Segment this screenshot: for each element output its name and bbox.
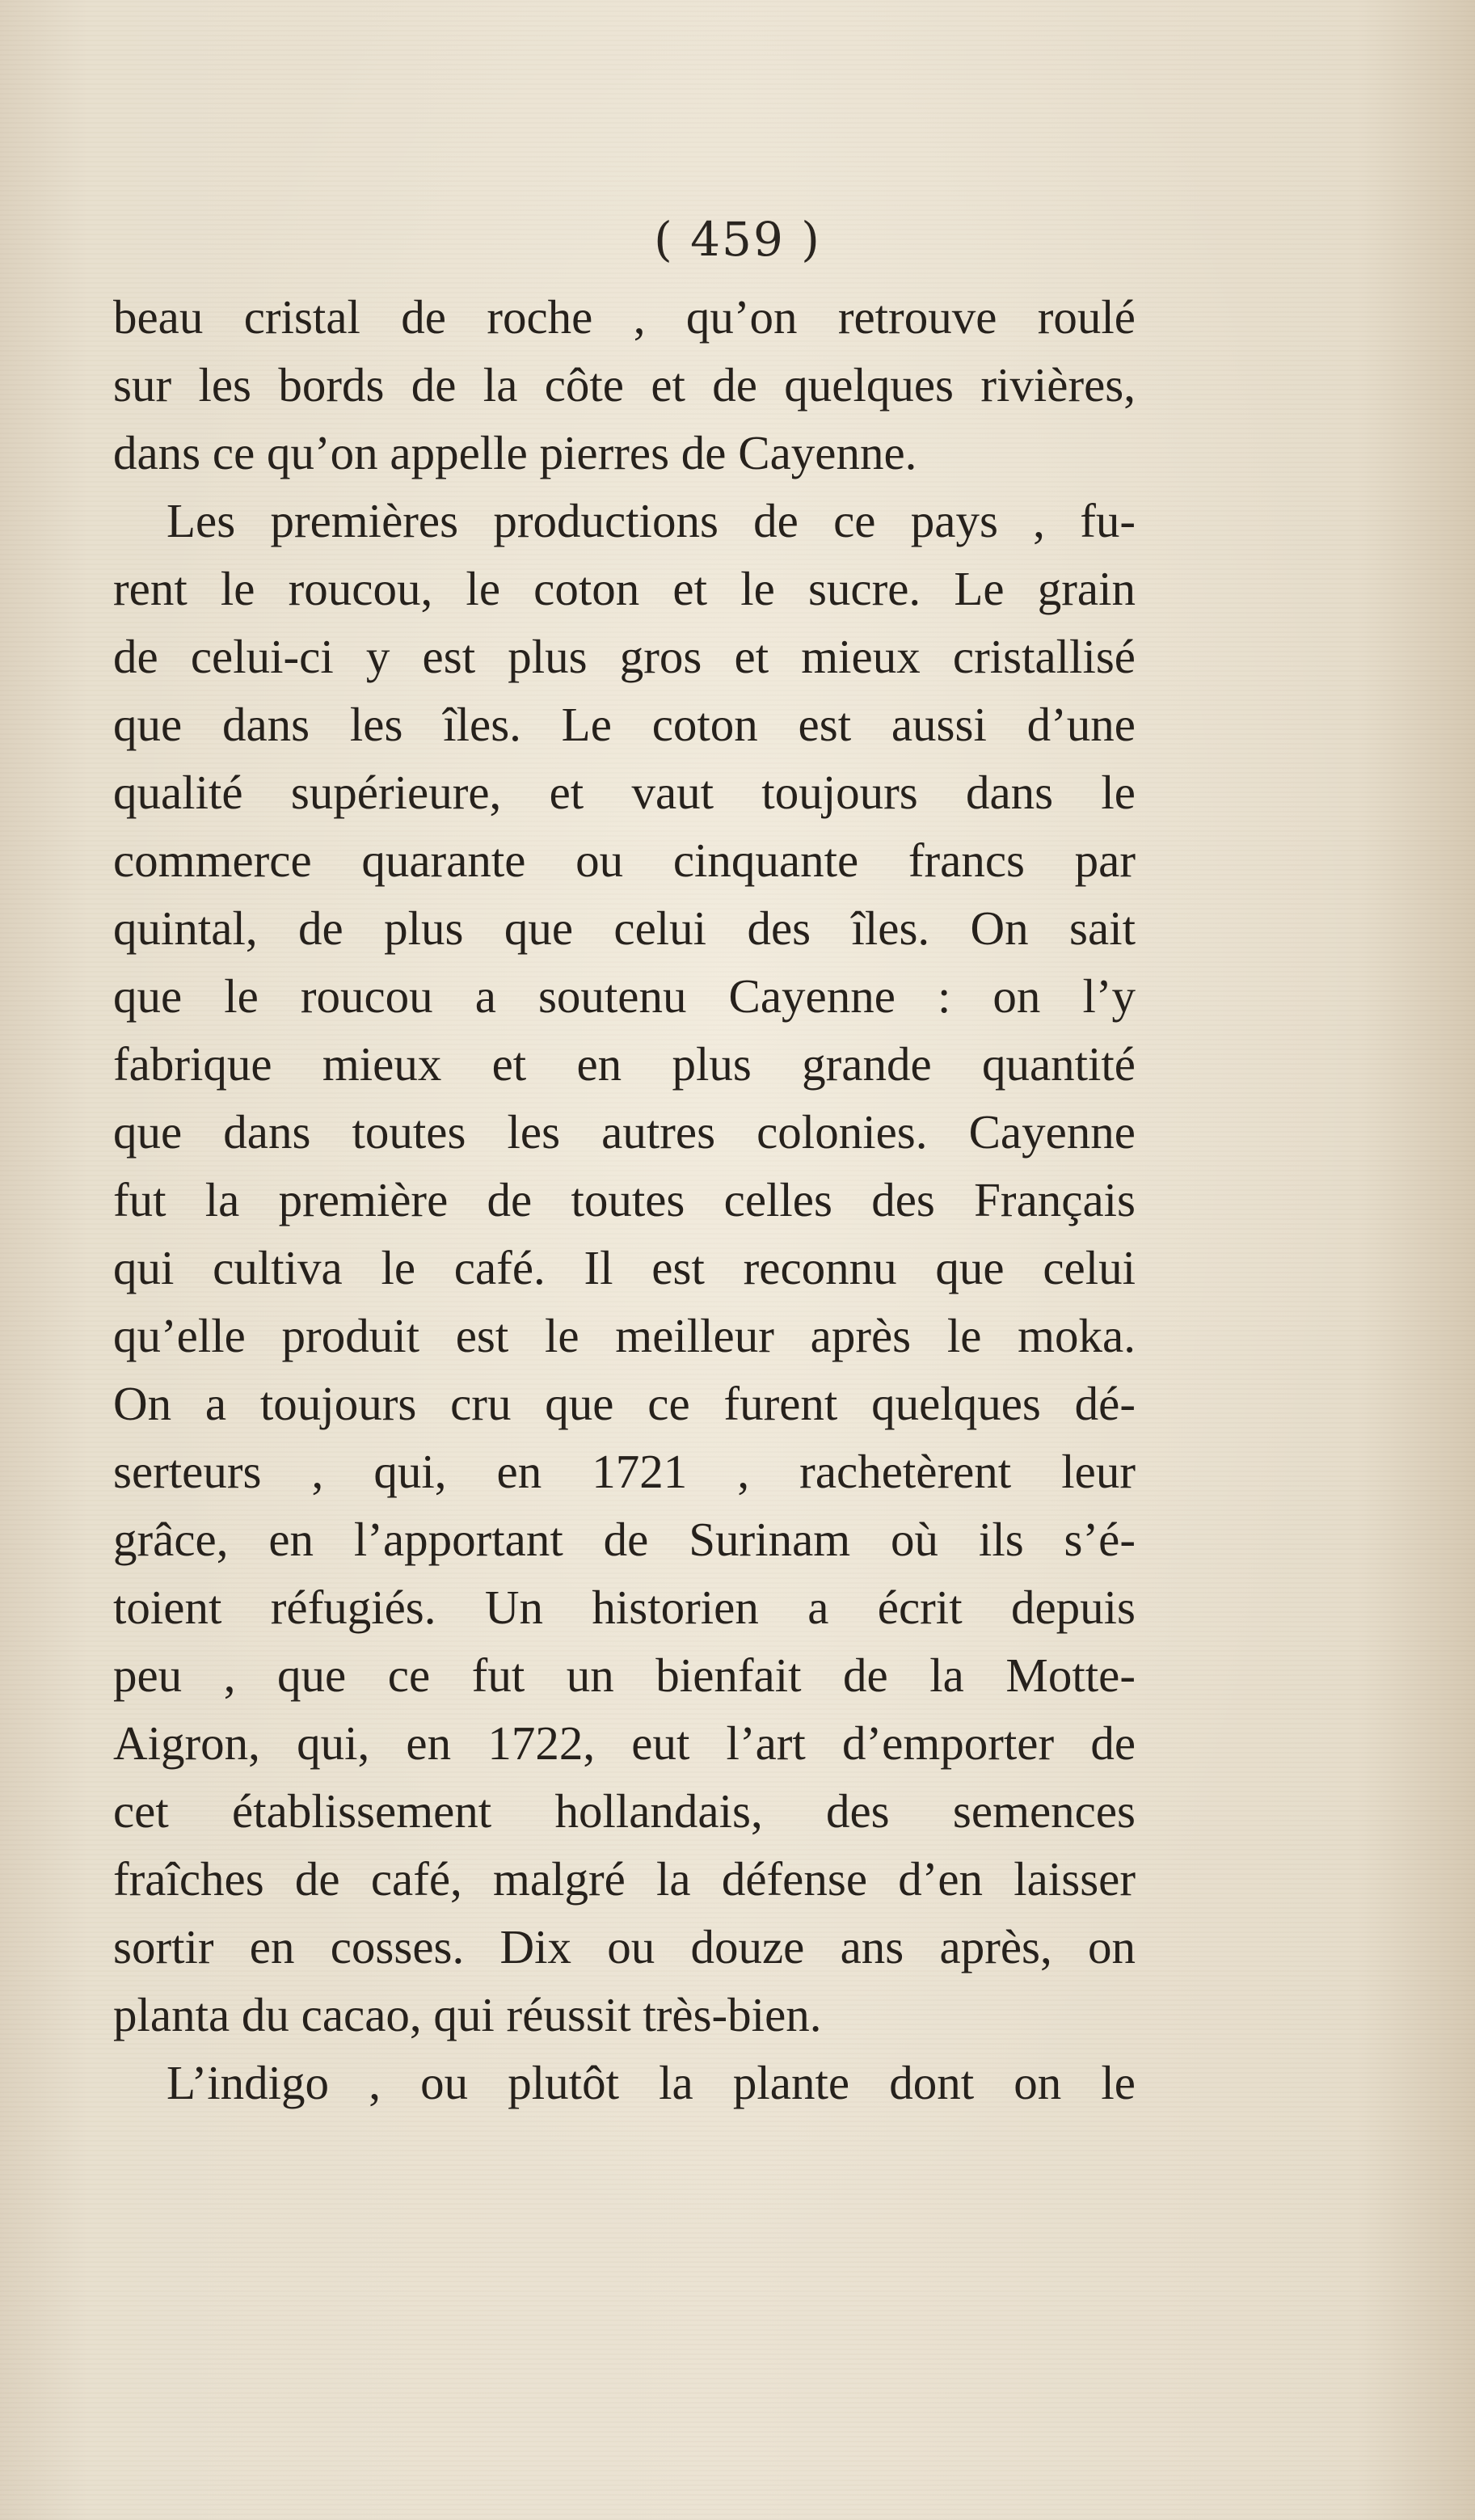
text-line: beau cristal de roche , qu’on retrouve roulé: [113, 290, 1136, 344]
text-line: On a toujours cru que ce furent quelques dé-: [113, 1377, 1136, 1430]
text-line: fut la première de toutes celles des Français: [113, 1173, 1136, 1226]
text-line: L’indigo , ou plutôt la plante dont on le: [166, 2056, 1136, 2109]
text-line: grâce, en l’apportant de Surinam où ils s’é-: [113, 1513, 1136, 1566]
text-line: rent le roucou, le coton et le sucre. Le grain: [113, 562, 1136, 615]
text-line: qui cultiva le café. Il est reconnu que celui: [113, 1241, 1136, 1294]
text-line: cet établissement hollandais, des semences: [113, 1784, 1136, 1838]
page-number: ( 459 ): [654, 212, 821, 267]
text-line: peu , que ce fut un bienfait de la Motte-: [113, 1648, 1136, 1702]
text-line: Les premières productions de ce pays , fu-: [166, 494, 1136, 547]
text-line: serteurs , qui, en 1721 , rachetèrent leur: [113, 1445, 1136, 1498]
text-line: sur les bords de la côte et de quelques rivières,: [113, 358, 1136, 412]
text-line: planta du cacao, qui réussit très-bien.: [113, 1988, 822, 2041]
text-line: qu’elle produit est le meilleur après le moka.: [113, 1309, 1136, 1362]
text-line: Aigron, qui, en 1722, eut l’art d’emporter de: [113, 1716, 1136, 1770]
text-line: dans ce qu’on appelle pierres de Cayenne.: [113, 426, 917, 479]
text-line: sortir en cosses. Dix ou douze ans après, on: [113, 1920, 1136, 1973]
text-line: commerce quarante ou cinquante francs par: [113, 834, 1136, 887]
text-line: toient réfugiés. Un historien a écrit depuis: [113, 1581, 1136, 1634]
text-line: que dans toutes les autres colonies. Cayenne: [113, 1105, 1136, 1159]
text-line: que le roucou a soutenu Cayenne : on l’y: [113, 969, 1136, 1023]
text-line: fabrique mieux et en plus grande quantité: [113, 1037, 1136, 1091]
text-line: de celui-ci y est plus gros et mieux cristallisé: [113, 630, 1136, 683]
text-line: qualité supérieure, et vaut toujours dans le: [113, 766, 1136, 819]
text-line: que dans les îles. Le coton est aussi d’une: [113, 698, 1136, 751]
text-line: fraîches de café, malgré la défense d’en laisser: [113, 1852, 1136, 1906]
body-text: [113, 283, 1136, 2117]
text-line: quintal, de plus que celui des îles. On sait: [113, 901, 1136, 955]
